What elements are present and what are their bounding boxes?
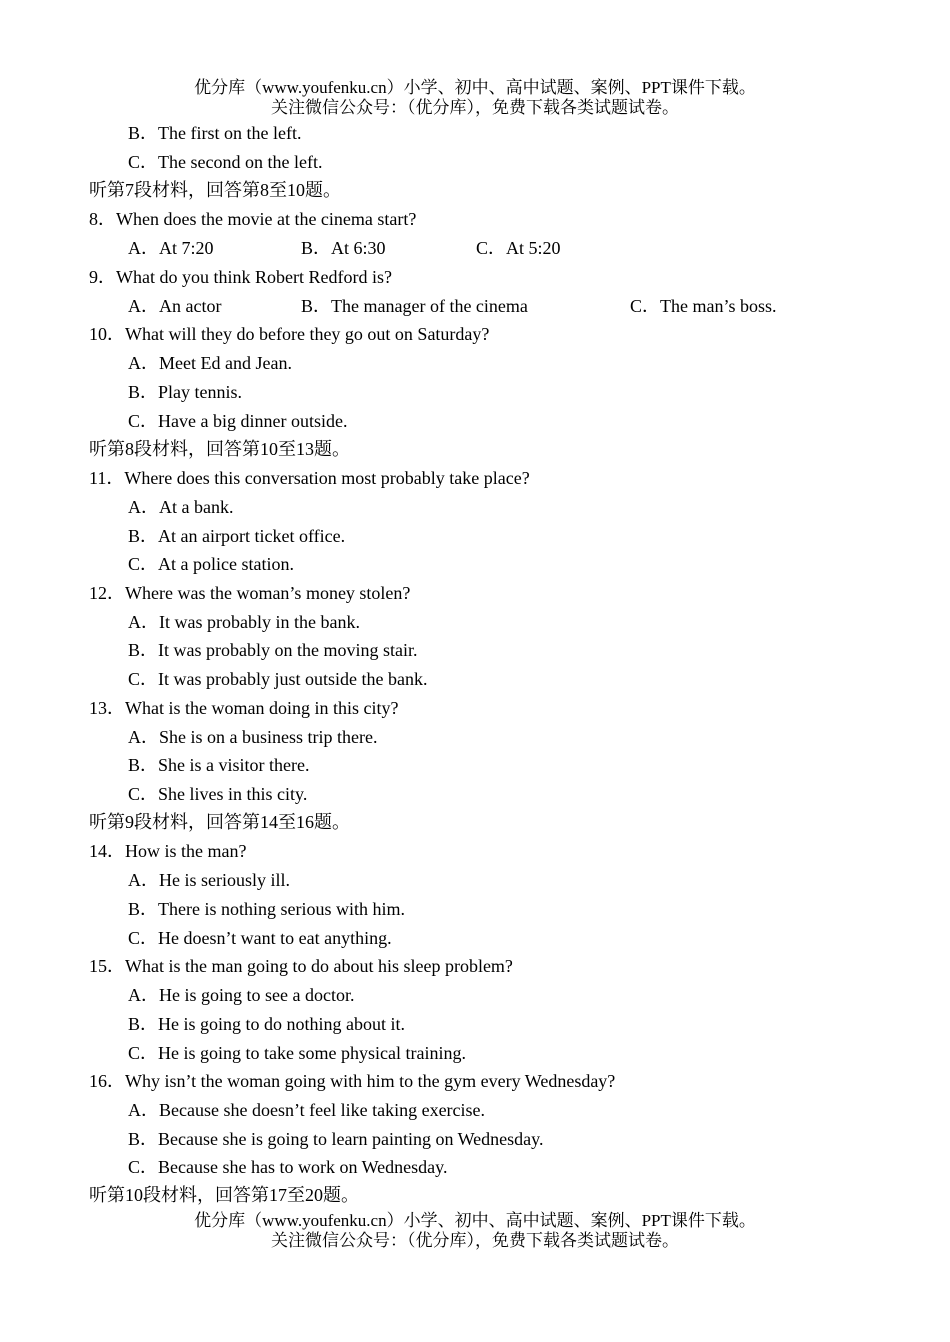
option-c: C．The second on the left. (128, 152, 323, 172)
option-a: A．At a bank. (128, 497, 234, 517)
footer-line-1: 优分库（www.youfenku.cn）小学、初中、高中试题、案例、PPT课件下载。 (194, 1211, 756, 1230)
option-b: B．Because she is going to learn painting on Wednesday. (128, 1129, 544, 1149)
question-9: 9．What do you think Robert Redford is? (89, 267, 392, 287)
question-12: 12．Where was the woman’s money stolen? (89, 583, 411, 603)
option-b: B．At 6:30 (301, 238, 386, 258)
option-a: A．Because she doesn’t feel like taking exercise. (128, 1100, 486, 1120)
option-b: B．There is nothing serious with him. (128, 899, 405, 919)
option-c: C．He doesn’t want to eat anything. (128, 928, 392, 948)
option-c: C．He is going to take some physical training. (128, 1043, 466, 1063)
section-heading-10: 听第10段材料，回答第17至20题。 (89, 1185, 359, 1205)
option-c: C．At a police station. (128, 554, 294, 574)
option-c: C．At 5:20 (476, 238, 561, 258)
header-line-2: 关注微信公众号：（优分库），免费下载各类试题试卷。 (271, 98, 679, 117)
section-heading-7: 听第7段材料，回答第8至10题。 (89, 180, 341, 200)
option-a: A．It was probably in the bank. (128, 612, 360, 632)
header-line-1: 优分库（www.youfenku.cn）小学、初中、高中试题、案例、PPT课件下载。 (194, 78, 756, 97)
option-b: B．Play tennis. (128, 382, 243, 402)
option-a: A．At 7:20 (128, 238, 214, 258)
question-11: 11．Where does this conversation most probably take place? (89, 468, 530, 488)
option-c: C．She lives in this city. (128, 784, 308, 804)
option-a: A．She is on a business trip there. (128, 727, 378, 747)
option-b: B．At an airport ticket office. (128, 526, 346, 546)
question-13: 13．What is the woman doing in this city? (89, 698, 399, 718)
option-a: A．He is seriously ill. (128, 870, 290, 890)
question-14: 14．How is the man? (89, 841, 247, 861)
option-c: C．It was probably just outside the bank. (128, 669, 428, 689)
footer-line-2: 关注微信公众号：（优分库），免费下载各类试题试卷。 (271, 1231, 679, 1250)
option-b: B．The manager of the cinema (301, 296, 528, 316)
option-a: A．Meet Ed and Jean. (128, 353, 292, 373)
option-b: B．The first on the left. (128, 123, 302, 143)
question-8: 8．When does the movie at the cinema start? (89, 209, 417, 229)
question-10: 10．What will they do before they go out on Saturday? (89, 324, 490, 344)
option-a: A．He is going to see a doctor. (128, 985, 355, 1005)
option-b: B．She is a visitor there. (128, 755, 310, 775)
question-15: 15．What is the man going to do about his sleep problem? (89, 956, 513, 976)
option-a: A．An actor (128, 296, 222, 316)
option-b: B．He is going to do nothing about it. (128, 1014, 405, 1034)
section-heading-9: 听第9段材料，回答第14至16题。 (89, 812, 350, 832)
option-b: B．It was probably on the moving stair. (128, 640, 418, 660)
option-c: C．The man’s boss. (630, 296, 777, 316)
option-c: C．Have a big dinner outside. (128, 411, 348, 431)
section-heading-8: 听第8段材料，回答第10至13题。 (89, 439, 350, 459)
option-c: C．Because she has to work on Wednesday. (128, 1157, 448, 1177)
question-16: 16．Why isn’t the woman going with him to the gym every Wednesday? (89, 1071, 616, 1091)
